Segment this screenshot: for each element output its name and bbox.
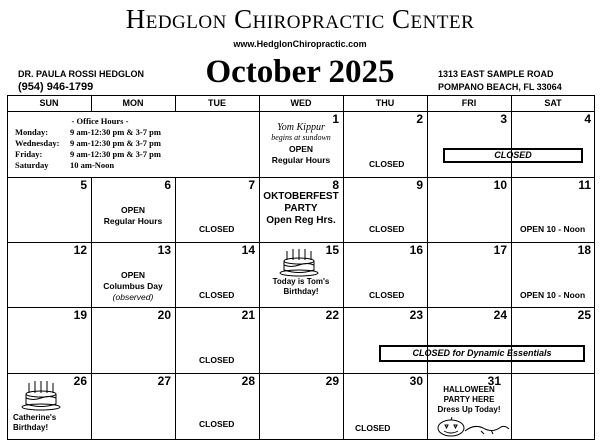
closed-label: CLOSED [199, 224, 235, 234]
closed-label: CLOSED [199, 419, 235, 429]
day-cell[interactable] [7, 177, 91, 242]
day-number: 17 [493, 243, 507, 257]
day-cell[interactable] [175, 242, 259, 307]
weekday-thu: THU [375, 98, 395, 108]
weekday-sat: SAT [544, 98, 562, 108]
day-cell[interactable] [259, 242, 343, 307]
office-hours-time: 9 am-12:30 pm & 3-7 pm [70, 149, 161, 159]
pumpkin-icon [431, 417, 511, 437]
event-status: OPEN [120, 270, 146, 280]
day-number: 11 [578, 178, 591, 192]
event-yom-kippur [259, 122, 343, 166]
day-number: 13 [157, 243, 171, 257]
event-title: PARTY HERE [443, 395, 495, 404]
event-title: PARTY [284, 203, 318, 214]
doctor-name: DR. PAULA ROSSI HEDGLON [18, 69, 145, 79]
office-hours-row [15, 127, 185, 138]
event-title: Yom Kippur [277, 122, 325, 133]
closed-label: CLOSED [369, 290, 405, 300]
event-hours: Regular Hours [271, 155, 331, 165]
day-number: 27 [157, 374, 171, 388]
day-number: 15 [325, 243, 339, 257]
weekday-mon: MON [122, 98, 144, 108]
closed-label: CLOSED [369, 159, 405, 169]
day-number: 2 [416, 112, 423, 126]
day-number: 24 [493, 308, 507, 322]
office-hours-title: - Office Hours - [71, 116, 129, 126]
birthday-cake-icon [279, 247, 319, 277]
event-title: Dress Up Today! [437, 405, 501, 414]
day-cell[interactable] [427, 242, 511, 307]
closed-label: CLOSED [355, 423, 391, 433]
day-number: 22 [325, 308, 339, 322]
event-title: Columbus Day [103, 281, 163, 291]
day-cell[interactable] [91, 242, 175, 307]
closed-banner: CLOSED [443, 148, 583, 163]
day-cell[interactable] [343, 177, 427, 242]
office-hours-time: 9 am-12:30 pm & 3-7 pm [70, 138, 161, 148]
office-hours-time: 10 am-Noon [70, 160, 115, 170]
day-cell[interactable] [343, 307, 427, 373]
day-cell[interactable] [511, 307, 595, 373]
day-number: 18 [577, 243, 591, 257]
day-cell[interactable] [427, 307, 511, 373]
day-number: 3 [500, 112, 507, 126]
website-link[interactable]: www.HedglonChiropractic.com [233, 39, 367, 49]
closed-dynamic-banner: CLOSED for Dynamic Essentials [379, 345, 585, 362]
day-cell[interactable] [427, 177, 511, 242]
office-hours-row [15, 160, 185, 171]
day-cell[interactable] [511, 111, 595, 177]
event-open [91, 205, 175, 227]
event-title: Today is Tom's [272, 277, 330, 286]
day-cell[interactable] [343, 373, 427, 439]
day-number: 12 [73, 243, 87, 257]
day-cell[interactable] [427, 111, 511, 177]
event-title: Catherine's [13, 413, 57, 422]
address [438, 68, 562, 94]
weekday-tue: TUE [208, 98, 226, 108]
office-hours-day: Saturday [15, 160, 49, 170]
office-hours-day: Friday: [15, 149, 43, 159]
day-number: 10 [493, 178, 507, 192]
day-cell[interactable] [259, 307, 343, 373]
event-oktoberfest [259, 191, 343, 227]
office-hours-row [15, 138, 185, 149]
weekday-sun: SUN [39, 98, 59, 108]
day-cell[interactable] [7, 373, 91, 439]
day-cell[interactable] [175, 307, 259, 373]
day-cell[interactable] [259, 111, 343, 177]
event-columbus-day [91, 270, 175, 303]
event-hours: Regular Hours [103, 216, 163, 226]
month-title: October 2025 [205, 54, 395, 90]
office-hours-day: Wednesday: [15, 138, 60, 148]
event-halloween [427, 385, 511, 415]
grid-line [7, 439, 595, 440]
office-hours [15, 116, 185, 171]
address-line-1: 1313 EAST SAMPLE ROAD [438, 69, 554, 79]
day-number: 6 [164, 178, 171, 192]
day-number: 30 [409, 374, 423, 388]
day-number: 20 [157, 308, 171, 322]
day-cell[interactable] [511, 177, 595, 242]
day-number: 16 [409, 243, 423, 257]
day-number: 26 [73, 374, 87, 388]
day-cell[interactable] [343, 242, 427, 307]
event-note: (observed) [112, 292, 154, 302]
event-status: OPEN [120, 205, 146, 215]
day-cell[interactable] [259, 373, 343, 439]
day-cell[interactable] [91, 307, 175, 373]
day-number: 9 [416, 178, 423, 192]
day-number: 21 [241, 308, 255, 322]
event-status: OPEN [288, 144, 314, 154]
event-tom-birthday [259, 277, 343, 297]
open-hours-label: OPEN 10 - Noon [520, 290, 586, 300]
day-number: 28 [241, 374, 255, 388]
day-number: 19 [73, 308, 87, 322]
office-hours-day: Monday: [15, 127, 49, 137]
day-cell[interactable] [91, 373, 175, 439]
event-title: HALLOWEEN [443, 385, 495, 394]
event-title: Birthday! [13, 423, 49, 432]
phone-number: (954) 946-1799 [18, 81, 94, 93]
event-note: begins at sundown [271, 133, 331, 142]
address-line-2: POMPANO BEACH, FL 33064 [438, 82, 562, 92]
event-title: Birthday! [283, 287, 319, 296]
day-number: 1 [332, 112, 339, 126]
day-number: 14 [241, 243, 255, 257]
closed-label: CLOSED [369, 224, 405, 234]
day-number: 7 [248, 178, 255, 192]
open-hours-label: OPEN 10 - Noon [520, 224, 586, 234]
day-cell[interactable] [343, 111, 427, 177]
event-hours: Open Reg Hrs. [266, 215, 336, 226]
day-number: 25 [577, 308, 591, 322]
birthday-cake-icon [21, 379, 61, 411]
office-hours-row [15, 149, 185, 160]
day-number: 31 [487, 374, 501, 388]
event-catherine-birthday [13, 413, 91, 433]
weekday-fri: FRI [461, 98, 477, 108]
closed-label: CLOSED [199, 355, 235, 365]
day-cell[interactable] [511, 242, 595, 307]
day-number: 23 [409, 308, 423, 322]
day-cell[interactable] [7, 307, 91, 373]
day-number: 8 [332, 178, 339, 192]
day-cell[interactable] [427, 373, 511, 439]
day-cell[interactable] [7, 242, 91, 307]
day-cell[interactable] [175, 177, 259, 242]
day-number: 29 [325, 374, 339, 388]
weekday-wed: WED [290, 98, 312, 108]
day-number: 4 [584, 112, 591, 126]
event-title: OKTOBERFEST [263, 191, 339, 202]
office-hours-time: 9 am-12:30 pm & 3-7 pm [70, 127, 161, 137]
center-title: Hedglon Chiropractic Center [125, 4, 475, 34]
day-number: 5 [80, 178, 87, 192]
closed-label: CLOSED [199, 290, 235, 300]
day-cell[interactable] [175, 373, 259, 439]
doctor-info [18, 68, 144, 94]
day-cell[interactable] [91, 177, 175, 242]
day-cell[interactable] [259, 177, 343, 242]
calendar-grid [7, 95, 595, 440]
